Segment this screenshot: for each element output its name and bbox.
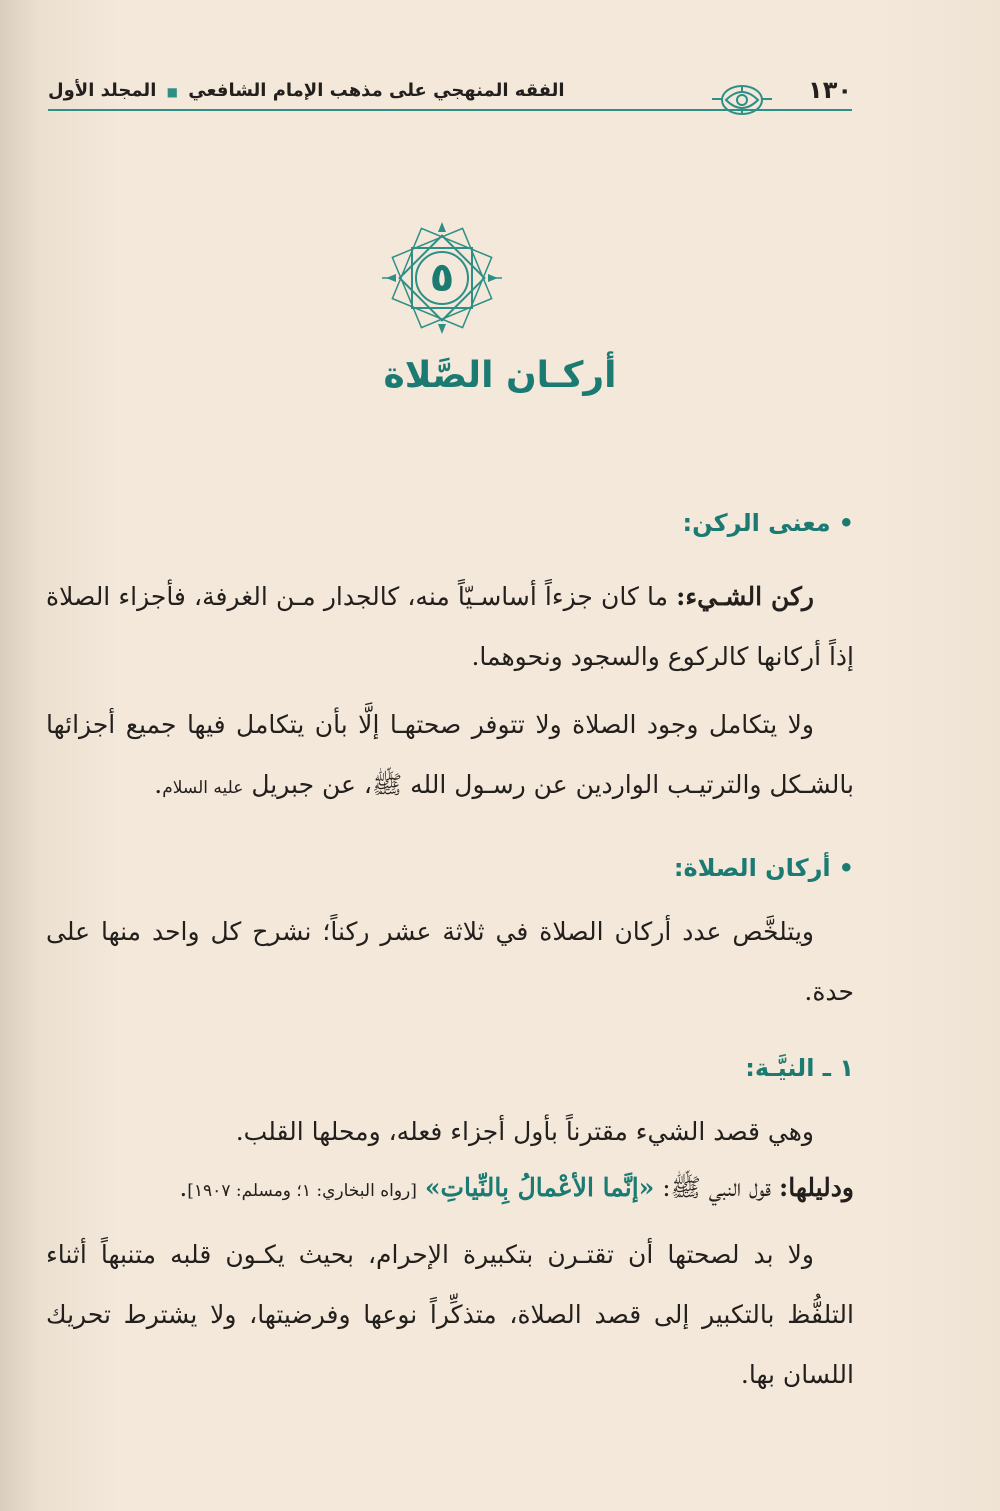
heading-text: معنى الركن: bbox=[682, 509, 831, 537]
header-rule bbox=[48, 109, 852, 111]
section-heading-meaning bbox=[46, 501, 854, 545]
paragraph-pillars-1: ويتلخَّص عدد أركان الصلاة في ثلاثة عشر ركناً؛ نشرح كل واحد منها على حدة. bbox=[46, 917, 854, 1006]
chapter-badge bbox=[382, 218, 502, 338]
paragraph-end: . bbox=[154, 770, 163, 799]
hadith-reference: [رواه البخاري: ١؛ ومسلم: ١٩٠٧] bbox=[187, 1181, 417, 1201]
chapter-title: أركـان الصَّلاة bbox=[383, 355, 617, 396]
section-heading-pillars bbox=[46, 846, 854, 890]
separator-square-icon: ■ bbox=[166, 85, 178, 99]
paragraph-niyyah-2: ولا بد لصحتها أن تقتـرن بتكبيرة الإحرام، بحيث يكـون قلبه متنبهاً أثناء التلفُّظ بالتكبير إلى قصد الصلاة، متذكِّراً نوعها وفرضيتها، ولا يشترط تحريك اللسان بها. bbox=[46, 1240, 854, 1389]
paragraph-evidence bbox=[46, 1162, 854, 1217]
bullet-icon: • bbox=[838, 854, 854, 882]
book-title: الفقه المنهجي على مذهب الإمام الشافعي bbox=[188, 80, 565, 101]
honorific-text: عليه السلام bbox=[162, 778, 244, 798]
term-evidence: ودليلها: bbox=[778, 1173, 854, 1202]
hadith-quote: «إنَّما الأعْمالُ بِالنِّياتِ» bbox=[424, 1173, 655, 1202]
page-number: ١٣٠ bbox=[808, 76, 852, 104]
paragraph-end: . bbox=[179, 1173, 188, 1202]
paragraph-meaning-2 bbox=[46, 695, 854, 818]
running-title bbox=[48, 80, 565, 101]
chapter-number: ٥ bbox=[429, 255, 455, 301]
paragraph-meaning-1 bbox=[46, 567, 854, 687]
heading-text: أركان الصلاة: bbox=[673, 854, 831, 882]
term-rukn: ركن الشـيء: bbox=[676, 582, 814, 611]
paragraph-niyyah-1: وهي قصد الشيء مقترناً بأول أجزاء فعله، ومحلها القلب. bbox=[235, 1117, 814, 1146]
paragraph-text: ولا يتكامل وجود الصلاة ولا تتوفر صحتهـا إلَّا بأن يتكامل فيها جميع أجزائها بالشـكل والترتيـب الواردين عن رسـول الله ﷺ، عن جبريل bbox=[46, 710, 854, 799]
body-content bbox=[46, 495, 854, 1405]
section-heading-niyyah: ١ ـ النيَّـة: bbox=[745, 1054, 854, 1082]
bullet-icon: • bbox=[838, 509, 854, 537]
header-ornament-icon bbox=[712, 78, 772, 122]
evidence-text: قول النبي ﷺ: bbox=[654, 1173, 779, 1202]
paragraph-text: ما كان جزءاً أساسـيّاً منه، كالجدار مـن الغرفة، فأجزاء الصلاة إذاً أركانها كالركوع والسجود ونحوهما. bbox=[46, 582, 854, 671]
volume-label: المجلد الأول bbox=[48, 80, 157, 101]
